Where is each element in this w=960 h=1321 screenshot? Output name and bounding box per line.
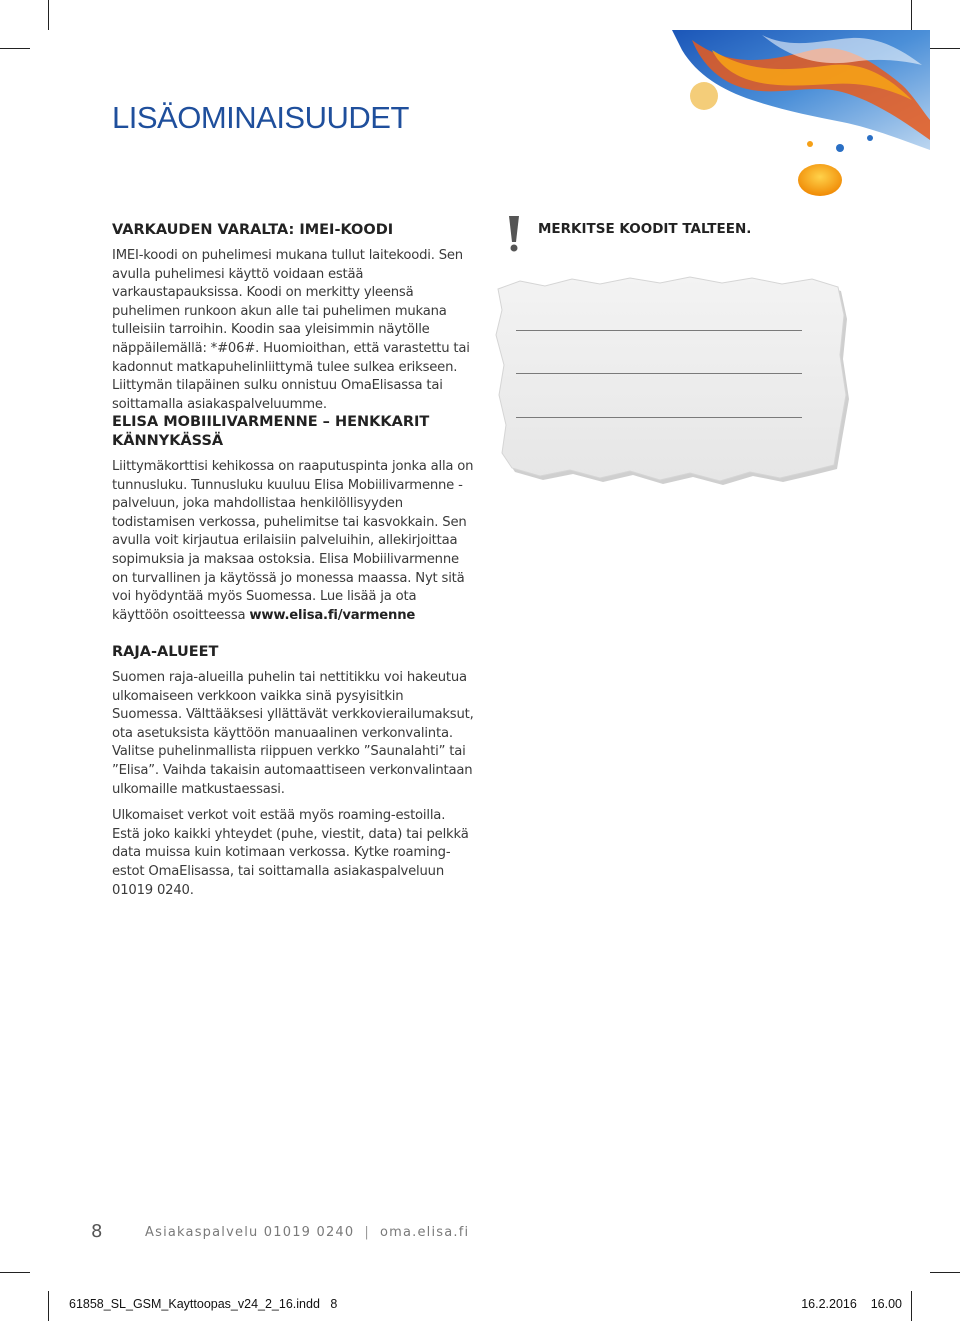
slug-date: 16.2.2016 — [801, 1297, 857, 1311]
section-paragraph — [112, 458, 474, 625]
footer-phone: Asiakaspalvelu 01019 0240 — [145, 1225, 355, 1240]
write-line[interactable] — [516, 417, 802, 418]
section-imei — [112, 221, 474, 414]
crop-mark — [48, 1291, 49, 1321]
slug-page: 8 — [330, 1297, 338, 1311]
footer-website[interactable]: oma.elisa.fi — [379, 1225, 470, 1240]
crop-mark — [930, 48, 960, 49]
section-heading: RAJA-ALUEET — [112, 644, 219, 660]
note-title: MERKITSE KOODIT TALTEEN. — [538, 221, 752, 237]
section-heading: VARKAUDEN VARALTA: IMEI-KOODI — [112, 222, 394, 238]
section-paragraph: Suomen raja-alueilla puhelin tai nettitikku voi hakeutua ulkomaiseen verkkoon vaikka sinä pysyisitkin Suomessa. Välttääksesi yllättävät verkkovierailumaksut, ota asetuksista käyttöön manuaalinen verkonvalinta. Valitse puhelinmallista riippuen verkko ”Saunalahti” tai ”Elisa”. Vaihda takaisin automaattiseen verkonvalintaan ulkomaille matkustaessasi. — [112, 670, 474, 797]
slug-datetime — [801, 1297, 902, 1311]
torn-paper-note — [490, 275, 850, 490]
crop-mark — [0, 48, 30, 49]
exclamation-icon — [506, 214, 522, 254]
section-heading: ELISA MOBIILIVARMENNE – HENKKARIT KÄNNYKÄSSÄ — [112, 414, 430, 449]
crop-mark — [911, 1291, 912, 1321]
paragraph-text: Liittymäkorttisi kehikossa on raaputuspinta jonka alla on tunnusluku. Tunnusluku kuuluu Elisa Mobiilivarmenne -palveluun, joka mahdollistaa henkilöllisyyden todistamisen verkossa, puhelimitse tai kasvokkain. Sen avulla voit kirjautua erilaisiin palveluihin, allekirjoittaa sopimuksia ja maksaa ostoksia. Elisa Mobiilivarmenne on turvallinen ja käytössä jo monessa maassa. Nyt sitä voi hyödyntää myös Suomessa. Lue lisää ja ota käyttöön osoitteessa — [112, 459, 474, 623]
crop-mark — [911, 0, 912, 30]
slug-filename — [69, 1297, 337, 1311]
varmenne-link[interactable]: www.elisa.fi/varmenne — [249, 607, 416, 623]
section-paragraph: Ulkomaiset verkot voit estää myös roaming-estoilla. Estä joko kaikki yhteydet (puhe, viestit, data) tai pelkkä data muissa kuin kotimaan verkossa. Kytke roaming-estot OmaElisassa, tai soittamalla asiakaspalveluun 01019 0240. — [112, 808, 469, 898]
section-mobiilivarmenne — [112, 413, 474, 625]
crop-mark — [48, 0, 49, 30]
footer-contact — [145, 1225, 469, 1240]
crop-mark — [930, 1272, 960, 1273]
page-number: 8 — [91, 1221, 103, 1242]
crop-mark — [0, 1272, 30, 1273]
page-title: LISÄOMINAISUUDET — [112, 100, 409, 135]
write-line[interactable] — [516, 373, 802, 374]
footer-separator: | — [364, 1225, 370, 1240]
decorative-splash-image — [672, 30, 930, 202]
slug-time: 16.00 — [870, 1297, 902, 1311]
section-raja-alueet — [112, 643, 474, 900]
slug-file: 61858_SL_GSM_Kayttoopas_v24_2_16.indd — [69, 1297, 320, 1311]
section-paragraph: IMEI-koodi on puhelimesi mukana tullut laitekoodi. Sen avulla puhelimesi käyttö voidaan estää varkaustapauksissa. Koodi on merkitty yleensä puhelimen runkoon akun alle tai puhelimen mukana tulleisiin tarroihin. Koodin saa yleisimmin näytölle näppäilemällä: *#06#. Huomioithan, että varastettu tai kadonnut matkapuhelinliittymä tulee sulkea erikseen. Liittymän tilapäinen sulku onnistuu OmaElisassa tai soittamalla asiakaspalveluumme. — [112, 248, 470, 412]
write-line[interactable] — [516, 330, 802, 331]
page-footer — [0, 1221, 960, 1245]
